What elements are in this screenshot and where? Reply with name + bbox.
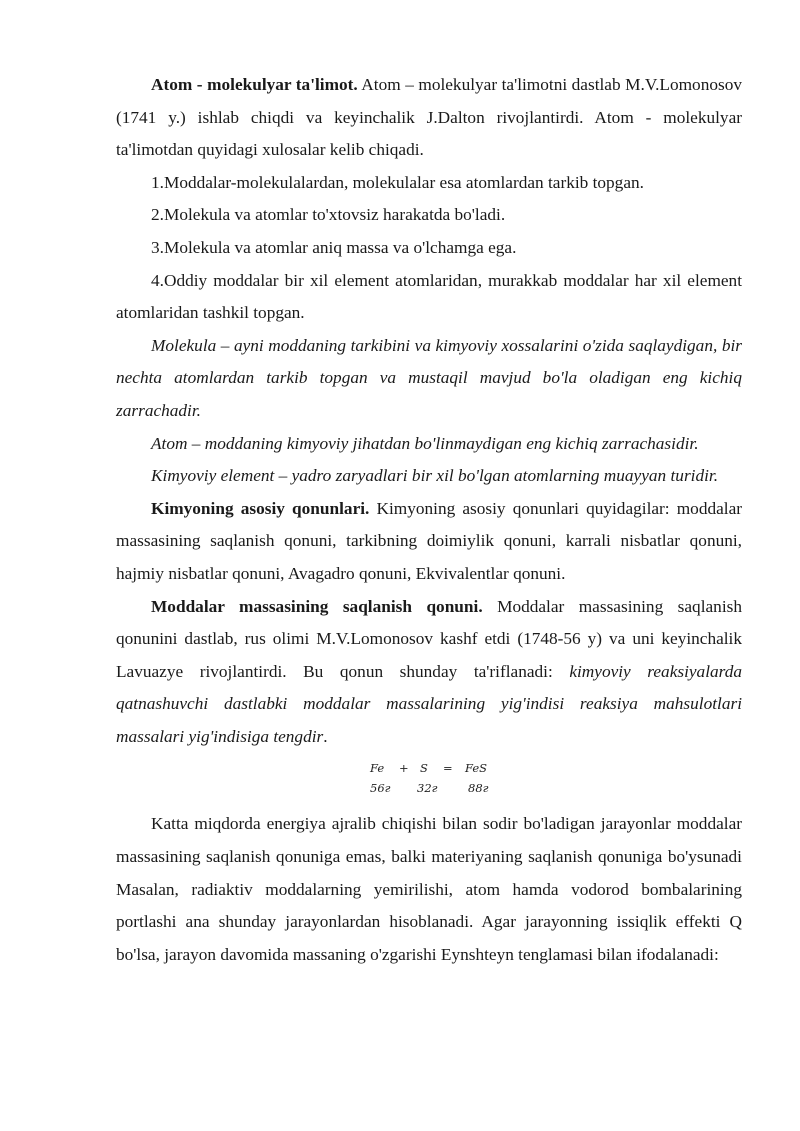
heading-atom-molecular-theory: Atom - molekulyar ta'limot. bbox=[151, 75, 358, 94]
paragraph-mass-conservation: Moddalar massasining saqlanish qonuni. Moddalar massasining saqlanish qonunini dastlab, rus olimi M.V.Lomonosov kashf etdi (1748-56 y) va uni keyinchalik Lavuazye rivojlantirdi. Bu qonun shunday ta'riflanadi: kimyoviy reaksiyalarda qatnashuvchi dastlabki moddalar massalarining yig'indisi reaksiya mahsulotlari massalari yig'indisiga tengdir. bbox=[116, 596, 743, 746]
definition-element: Kimyoviy element – yadro zaryadlari bir xil bo'lgan atomlarning muayyan turidir. bbox=[151, 466, 719, 486]
paragraph-atom-molecular-theory: Atom - molekulyar ta'limot. Atom – molekulyar ta'limotni dastlab M.V.Lomonosov (1741 y.) ishlab chiqdi va keyinchalik J.Dalton rivojlantirdi. Atom - molekulyar ta'limotdan quyidagi xulosalar kelib chiqadi. bbox=[116, 75, 742, 160]
conclusion-2: 2.Molekula va atomlar to'xtovsiz harakatda bo'ladi. bbox=[151, 205, 506, 225]
formula-equals: = bbox=[443, 761, 453, 776]
mass-fe: 56г bbox=[370, 781, 391, 796]
reaction-equation bbox=[116, 756, 742, 800]
formula-s: S bbox=[420, 761, 428, 776]
definition-molecule: Molekula – ayni moddaning tarkibini va kimyoviy xossalarini o'zida saqlaydigan, bir nechta atomlardan tarkib topgan va mustaqil mavjud bo'la oladigan eng kichiq zarrachadir. bbox=[116, 335, 742, 420]
conclusion-1: 1.Moddalar-molekulalardan, molekulalar esa atomlardan tarkib topgan. bbox=[151, 172, 644, 192]
formula-fes: FeS bbox=[465, 761, 488, 776]
document-body bbox=[116, 69, 742, 971]
paragraph-einstein: Katta miqdorda energiya ajralib chiqishi bilan sodir bo'ladigan jarayonlar moddalar massasining saqlanish qonuniga emas, balki materiyaning saqlanish qonuniga bo'ysunadi Masalan, radiaktiv moddalarning yemirilishi, atom hamda vodorod bombalarining portlashi ana shunday jarayonlardan hisoblanadi. Agar jarayonning issiqlik effekti Q bo'lsa, jarayon davomida massaning o'zgarishi Eynshteyn tenglamasi bilan ifodalanadi: bbox=[116, 814, 742, 964]
mass-s: 32г bbox=[417, 781, 438, 796]
definition-atom: Atom – moddaning kimyoviy jihatdan bo'linmaydigan eng kichiq zarrachasidir. bbox=[151, 433, 699, 453]
conclusion-3: 3.Molekula va atomlar aniq massa va o'lchamga ega. bbox=[151, 237, 517, 257]
formula-fe: Fe bbox=[370, 761, 385, 776]
formula-plus: + bbox=[399, 761, 409, 776]
paragraph-basic-laws: Kimyoning asosiy qonunlari. Kimyoning asosiy qonunlari quyidagilar: moddalar massasining saqlanish qonuni, tarkibning doimiylik qonuni, karrali nisbatlar qonuni, hajmiy nisbatlar qonuni, Avagadro qonuni, Ekvivalentlar qonuni. bbox=[116, 498, 742, 583]
heading-mass-conservation: Moddalar massasining saqlanish qonuni. bbox=[151, 596, 483, 616]
mass-fes: 88г bbox=[468, 781, 489, 796]
heading-basic-laws: Kimyoning asosiy qonunlari. bbox=[151, 498, 370, 518]
conclusion-4: 4.Oddiy moddalar bir xil element atomlaridan, murakkab moddalar har xil element atomlaridan tashkil topgan. bbox=[116, 270, 742, 323]
